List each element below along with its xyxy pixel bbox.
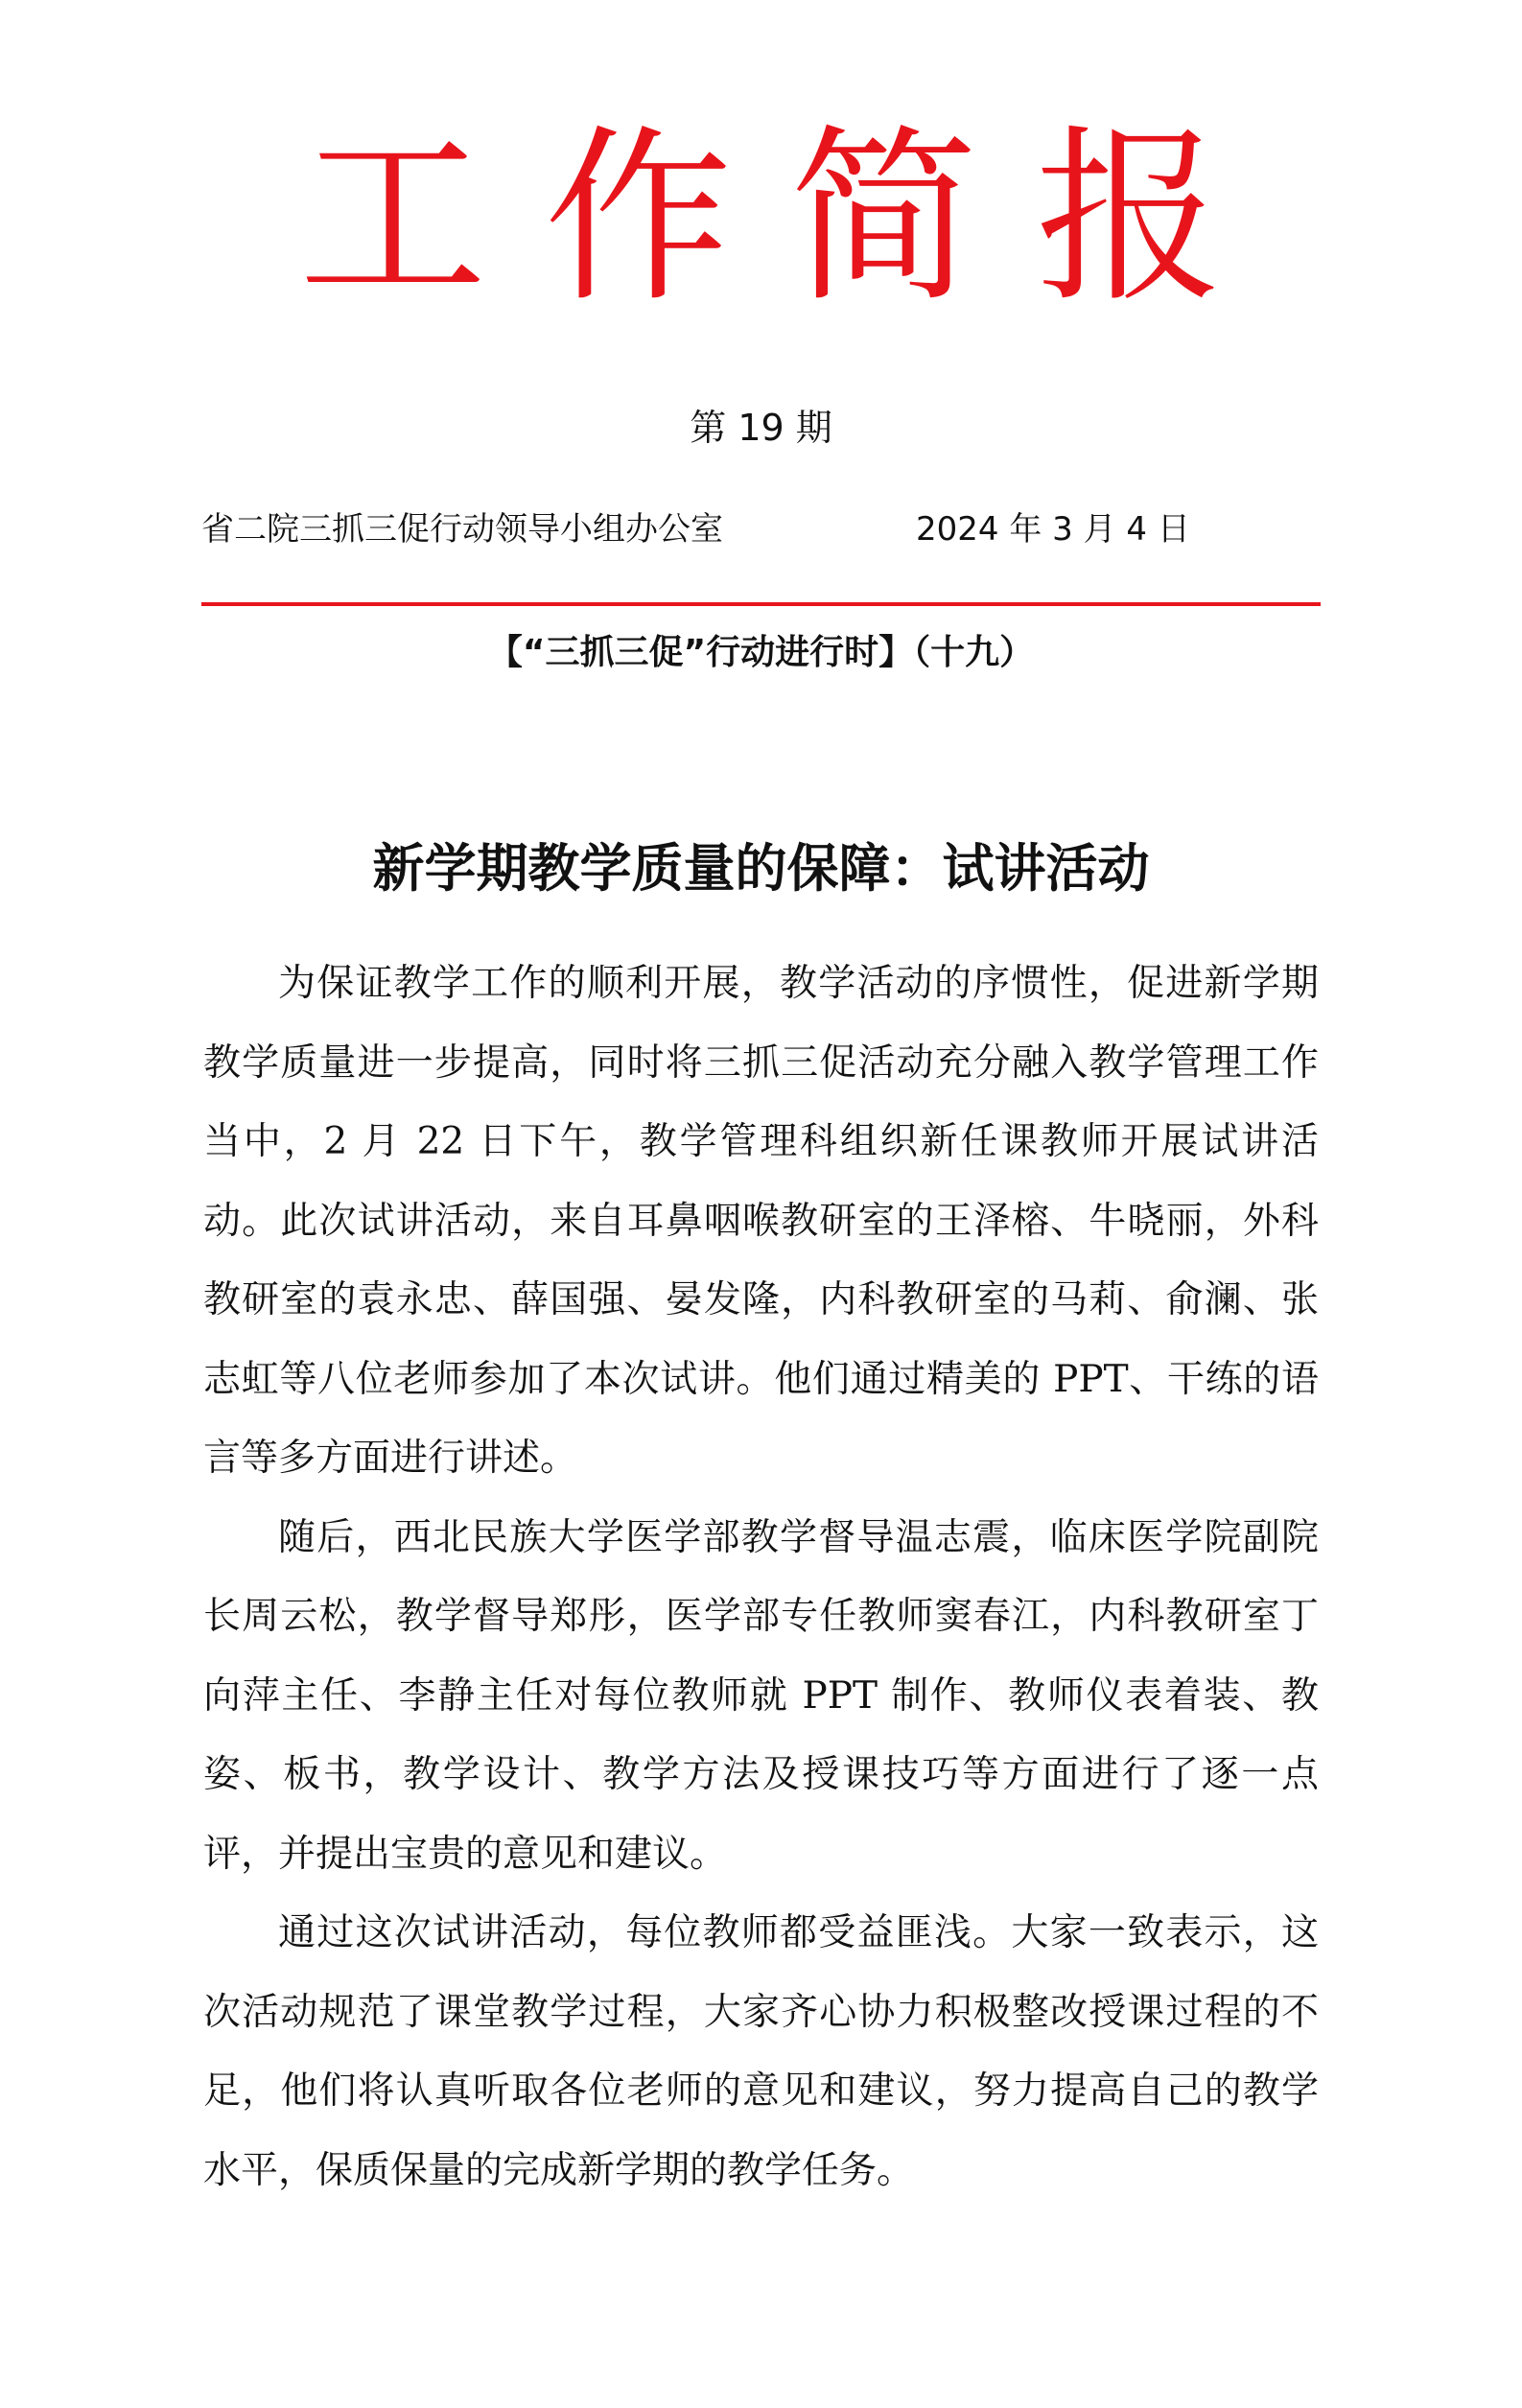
issuing-office: 省二院三抓三促行动领导小组办公室 <box>201 510 723 549</box>
article-paragraph: 随后，西北民族大学医学部教学督导温志震，临床医学院副院长周云松，教学督导郑彤，医学部专任教师窦春江，内科教研室丁向萍主任、李静主任对每位教师就 PPT 制作、教师仪表着装、教姿、板书，教学设计、教学方法及授课技巧等方面进行了逐一点评，并提出宝贵的意见和建议。 <box>203 1515 1319 1876</box>
issue-date: 2024 年 3 月 4 日 <box>916 510 1190 549</box>
masthead-title: 工作简报 <box>298 109 1281 328</box>
column-title: 【“三抓三促”行动进行时】（十九） <box>487 633 1035 672</box>
article-title: 新学期教学质量的保障：试讲活动 <box>372 838 1150 899</box>
article-paragraph: 为保证教学工作的顺利开展，教学活动的序惯性，促进新学期教学质量进一步提高，同时将三抓三促活动充分融入教学管理工作当中，2 月 22 日下午，教学管理科组织新任课教师开展试讲活动。此次试讲活动，来自耳鼻咽喉教研室的王泽榕、牛晓丽，外科教研室的袁永忠、薛国强、晏发隆，内科教研室的马莉、俞澜、张志虹等八位老师参加了本次试讲。他们通过精美的 PPT、干练的语言等多方面进行讲述。 <box>203 962 1319 1480</box>
issue-number: 第 19 期 <box>690 407 832 449</box>
article-body <box>203 945 1319 2210</box>
article-paragraph: 通过这次试讲活动，每位教师都受益匪浅。大家一致表示，这次活动规范了课堂教学过程，大家齐心协力积极整改授课过程的不足，他们将认真听取各位老师的意见和建议，努力提高自己的教学水平，保质保量的完成新学期的教学任务。 <box>203 1911 1319 2192</box>
red-divider-rule <box>201 602 1321 606</box>
